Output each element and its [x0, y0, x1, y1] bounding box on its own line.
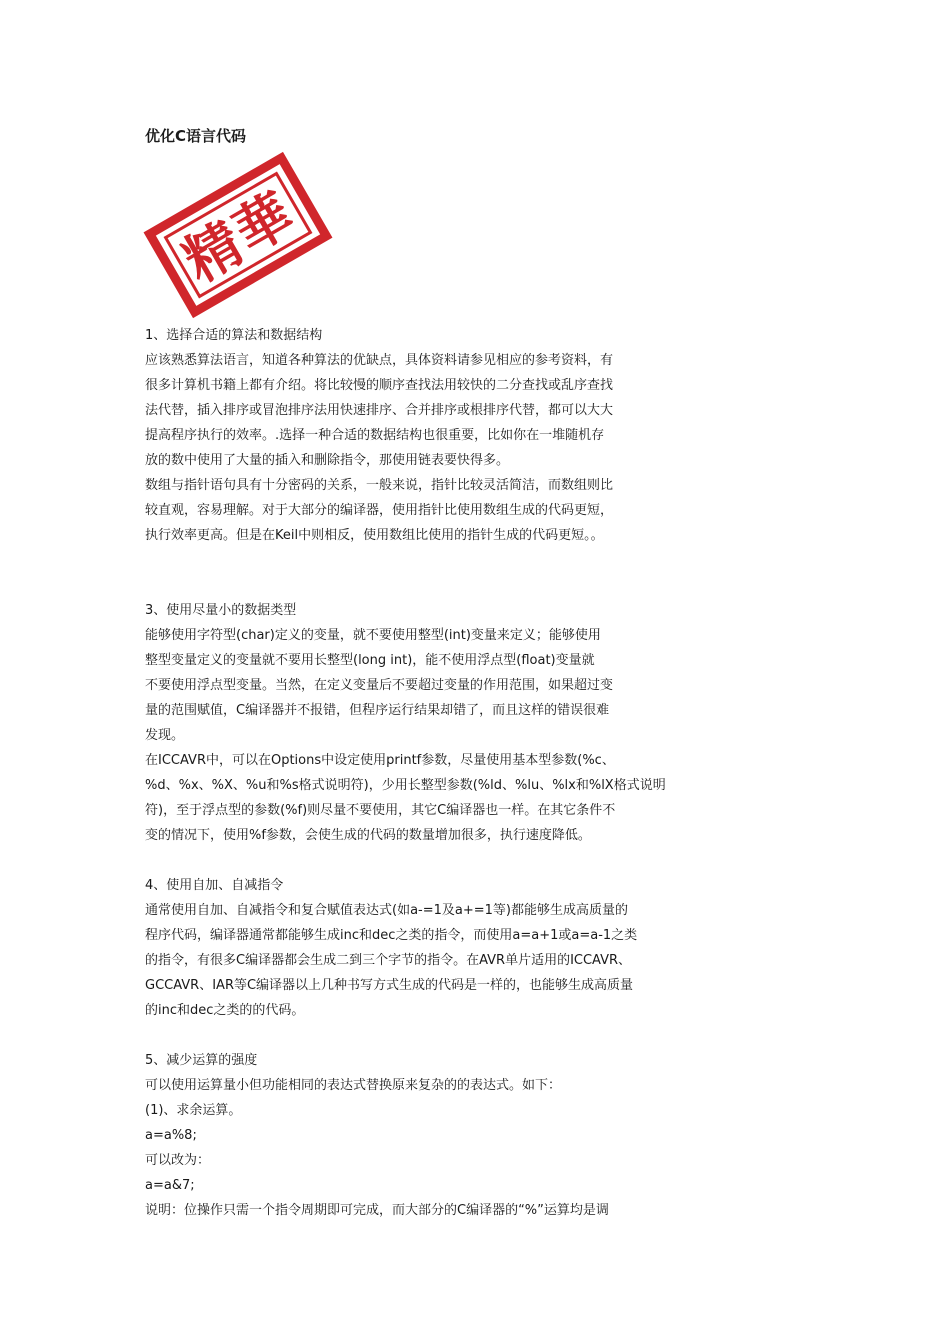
text-line: (1)、求余运算。	[145, 1103, 242, 1118]
document-title: 优化C语言代码	[145, 127, 247, 145]
text-line: 整型变量定义的变量就不要用长整型(long int)，能不使用浮点型(float)变量就	[145, 653, 595, 668]
text-line: %d、%x、%X、%u和%s格式说明符)，少用长整型参数(%ld、%lu、%lx和%lX格式说明	[145, 778, 666, 793]
text-line: 通常使用自加、自减指令和复合赋值表达式(如a-=1及a+=1等)都能够生成高质量的	[145, 903, 628, 918]
paragraph-gap	[145, 548, 765, 573]
text-line: 在ICCAVR中，可以在Options中设定使用printf参数，尽量使用基本型参数(%c、	[145, 753, 615, 768]
text-line: 的指令，有很多C编译器都会生成二到三个字节的指令。在AVR单片适用的ICCAVR、	[145, 953, 632, 968]
text-line: 4、使用自加、自减指令	[145, 878, 284, 893]
document-body	[145, 323, 765, 1223]
jinghua-stamp	[140, 150, 336, 320]
paragraph-gap	[145, 848, 765, 873]
text-line: GCCAVR、IAR等C编译器以上几种书写方式生成的代码是一样的，也能够生成高质量	[145, 978, 634, 993]
text-line: 量的范围赋值，C编译器并不报错，但程序运行结果却错了，而且这样的错误很难	[145, 703, 610, 718]
text-line: 可以改为：	[145, 1153, 211, 1168]
paragraph-gap	[145, 573, 765, 598]
text-line: 发现。	[145, 728, 185, 743]
text-line: 说明：位操作只需一个指令周期即可完成，而大部分的C编译器的“%”运算均是调	[145, 1203, 609, 1218]
text-line: 较直观，容易理解。对于大部分的编译器，使用指针比使用数组生成的代码更短，	[145, 503, 614, 518]
text-line: 应该熟悉算法语言，知道各种算法的优缺点，具体资料请参见相应的参考资料，有	[145, 353, 614, 368]
text-line: 变的情况下，使用%f参数，会使生成的代码的数量增加很多，执行速度降低。	[145, 828, 591, 843]
text-line: a=a&7;	[145, 1178, 195, 1193]
text-line: 不要使用浮点型变量。当然，在定义变量后不要超过变量的作用范围，如果超过变	[145, 678, 614, 693]
text-line: 3、使用尽量小的数据类型	[145, 603, 297, 618]
text-line: 数组与指针语句具有十分密码的关系，一般来说，指针比较灵活简洁，而数组则比	[145, 478, 614, 493]
text-line: a=a%8;	[145, 1128, 197, 1143]
text-line: 5、减少运算的强度	[145, 1053, 258, 1068]
text-line: 很多计算机书籍上都有介绍。将比较慢的顺序查找法用较快的二分查找或乱序查找	[145, 378, 614, 393]
text-line: 能够使用字符型(char)定义的变量，就不要使用整型(int)变量来定义；能够使用	[145, 628, 601, 643]
text-line: 1、选择合适的算法和数据结构	[145, 328, 323, 343]
text-line: 放的数中使用了大量的插入和删除指令，那使用链表要快得多。	[145, 453, 510, 468]
text-line: 的inc和dec之类的的代码。	[145, 1003, 305, 1018]
text-line: 法代替，插入排序或冒泡排序法用快速排序、合并排序或根排序代替，都可以大大	[145, 403, 614, 418]
text-line: 可以使用运算量小但功能相同的表达式替换原来复杂的的表达式。如下：	[145, 1078, 562, 1093]
text-line: 程序代码，编译器通常都能够生成inc和dec之类的指令，而使用a=a+1或a=a-1之类	[145, 928, 638, 943]
text-line: 提高程序执行的效率。.选择一种合适的数据结构也很重要，比如你在一堆随机存	[145, 428, 605, 443]
text-line: 符)，至于浮点型的参数(%f)则尽量不要使用，其它C编译器也一样。在其它条件不	[145, 803, 616, 818]
text-line: 执行效率更高。但是在Keil中则相反，使用数组比使用的指针生成的代码更短。。	[145, 528, 604, 543]
stamp-text: 精華	[173, 180, 307, 296]
paragraph-gap	[145, 1023, 765, 1048]
